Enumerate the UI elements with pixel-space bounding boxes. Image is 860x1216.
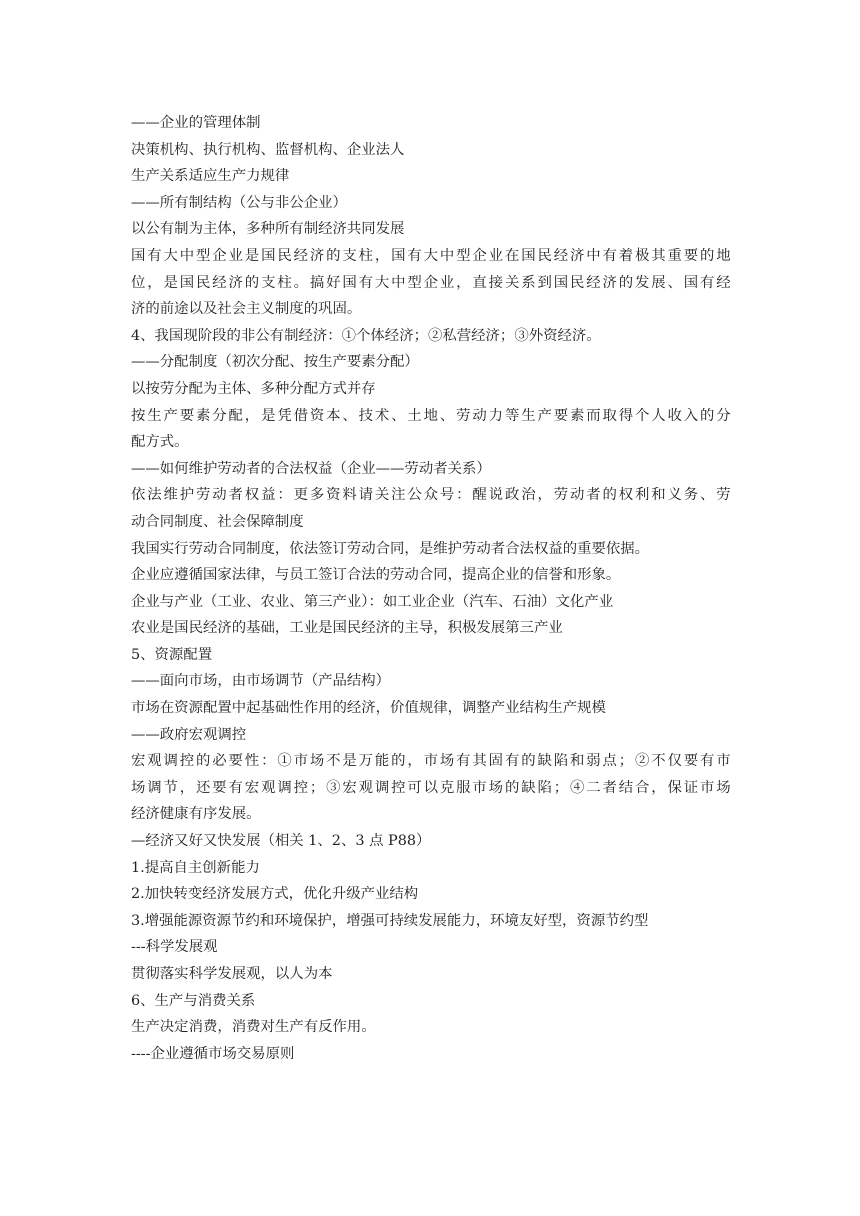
text-line: 以公有制为主体，多种所有制经济共同发展 — [131, 221, 405, 238]
text-line: 动合同制度、社会保障制度 — [131, 513, 304, 530]
text-line: —经济又好又快发展（相关 1、2、3 点 P88） — [131, 833, 431, 850]
text-line: 1.提高自主创新能力 — [131, 859, 260, 876]
text-line: 农业是国民经济的基础，工业是国民经济的主导，积极发展第三产业 — [131, 620, 563, 637]
text-line: ——所有制结构（公与非公企业） — [131, 194, 347, 211]
text-line: 企业与产业（工业、农业、第三产业）：如工业企业（汽车、石油）文化产业 — [131, 593, 614, 610]
text-line: 2.加快转变经济发展方式，优化升级产业结构 — [131, 886, 419, 903]
text-line: 依法维护劳动者权益：更多资料请关注公众号：醒说政治，劳动者的权利和义务、劳 — [131, 487, 731, 504]
text-line: 以按劳分配为主体、多种分配方式并存 — [131, 380, 376, 397]
text-line: 位，是国民经济的支柱。搞好国有大中型企业，直接关系到国民经济的发展、国有经 — [131, 274, 731, 291]
text-line: 我国实行劳动合同制度，依法签订劳动合同，是维护劳动者合法权益的重要依据。 — [131, 540, 650, 557]
text-line: ——分配制度（初次分配、按生产要素分配） — [131, 354, 419, 371]
text-line: ——政府宏观调控 — [131, 726, 247, 743]
text-line: ——如何维护劳动者的合法权益（企业——劳动者关系） — [131, 460, 491, 477]
text-line: 4、我国现阶段的非公有制经济：①个体经济；②私营经济；③外资经济。 — [131, 327, 601, 344]
text-line: 生产决定消费，消费对生产有反作用。 — [131, 1019, 376, 1036]
text-line: 生产关系适应生产力规律 — [131, 168, 290, 185]
text-line: ----企业遵循市场交易原则 — [131, 1045, 295, 1062]
text-line: 5、资源配置 — [131, 646, 213, 663]
text-line: 3.增强能源资源节约和环境保护，增强可持续发展能力，环境友好型，资源节约型 — [131, 912, 649, 929]
text-line: 决策机构、执行机构、监督机构、企业法人 — [131, 141, 405, 158]
text-line: ——企业的管理体制 — [131, 115, 261, 131]
text-line: 按生产要素分配，是凭借资本、技术、土地、劳动力等生产要素而取得个人收入的分 — [131, 407, 731, 424]
text-line: ---科学发展观 — [131, 939, 218, 956]
document-page — [131, 110, 731, 1067]
text-line: 经济健康有序发展。 — [131, 806, 261, 823]
text-line: ——面向市场，由市场调节（产品结构） — [131, 673, 391, 690]
text-line: 企业应遵循国家法律，与员工签订合法的劳动合同，提高企业的信誉和形象。 — [131, 567, 621, 584]
text-line: 6、生产与消费关系 — [131, 992, 256, 1009]
text-line: 市场在资源配置中起基础性作用的经济，价值规律，调整产业结构生产规模 — [131, 700, 606, 717]
text-line: 贯彻落实科学发展观，以人为本 — [131, 966, 333, 982]
text-line: 配方式。 — [131, 434, 189, 451]
text-line: 宏观调控的必要性：①市场不是万能的，市场有其固有的缺陷和弱点；②不仅要有市 — [131, 753, 731, 770]
text-line: 济的前途以及社会主义制度的巩固。 — [131, 301, 362, 318]
text-line: 国有大中型企业是国民经济的支柱，国有大中型企业在国民经济中有着极其重要的地 — [131, 247, 731, 264]
text-line: 场调节，还要有宏观调控；③宏观调控可以克服市场的缺陷；④二者结合，保证市场 — [131, 779, 731, 796]
